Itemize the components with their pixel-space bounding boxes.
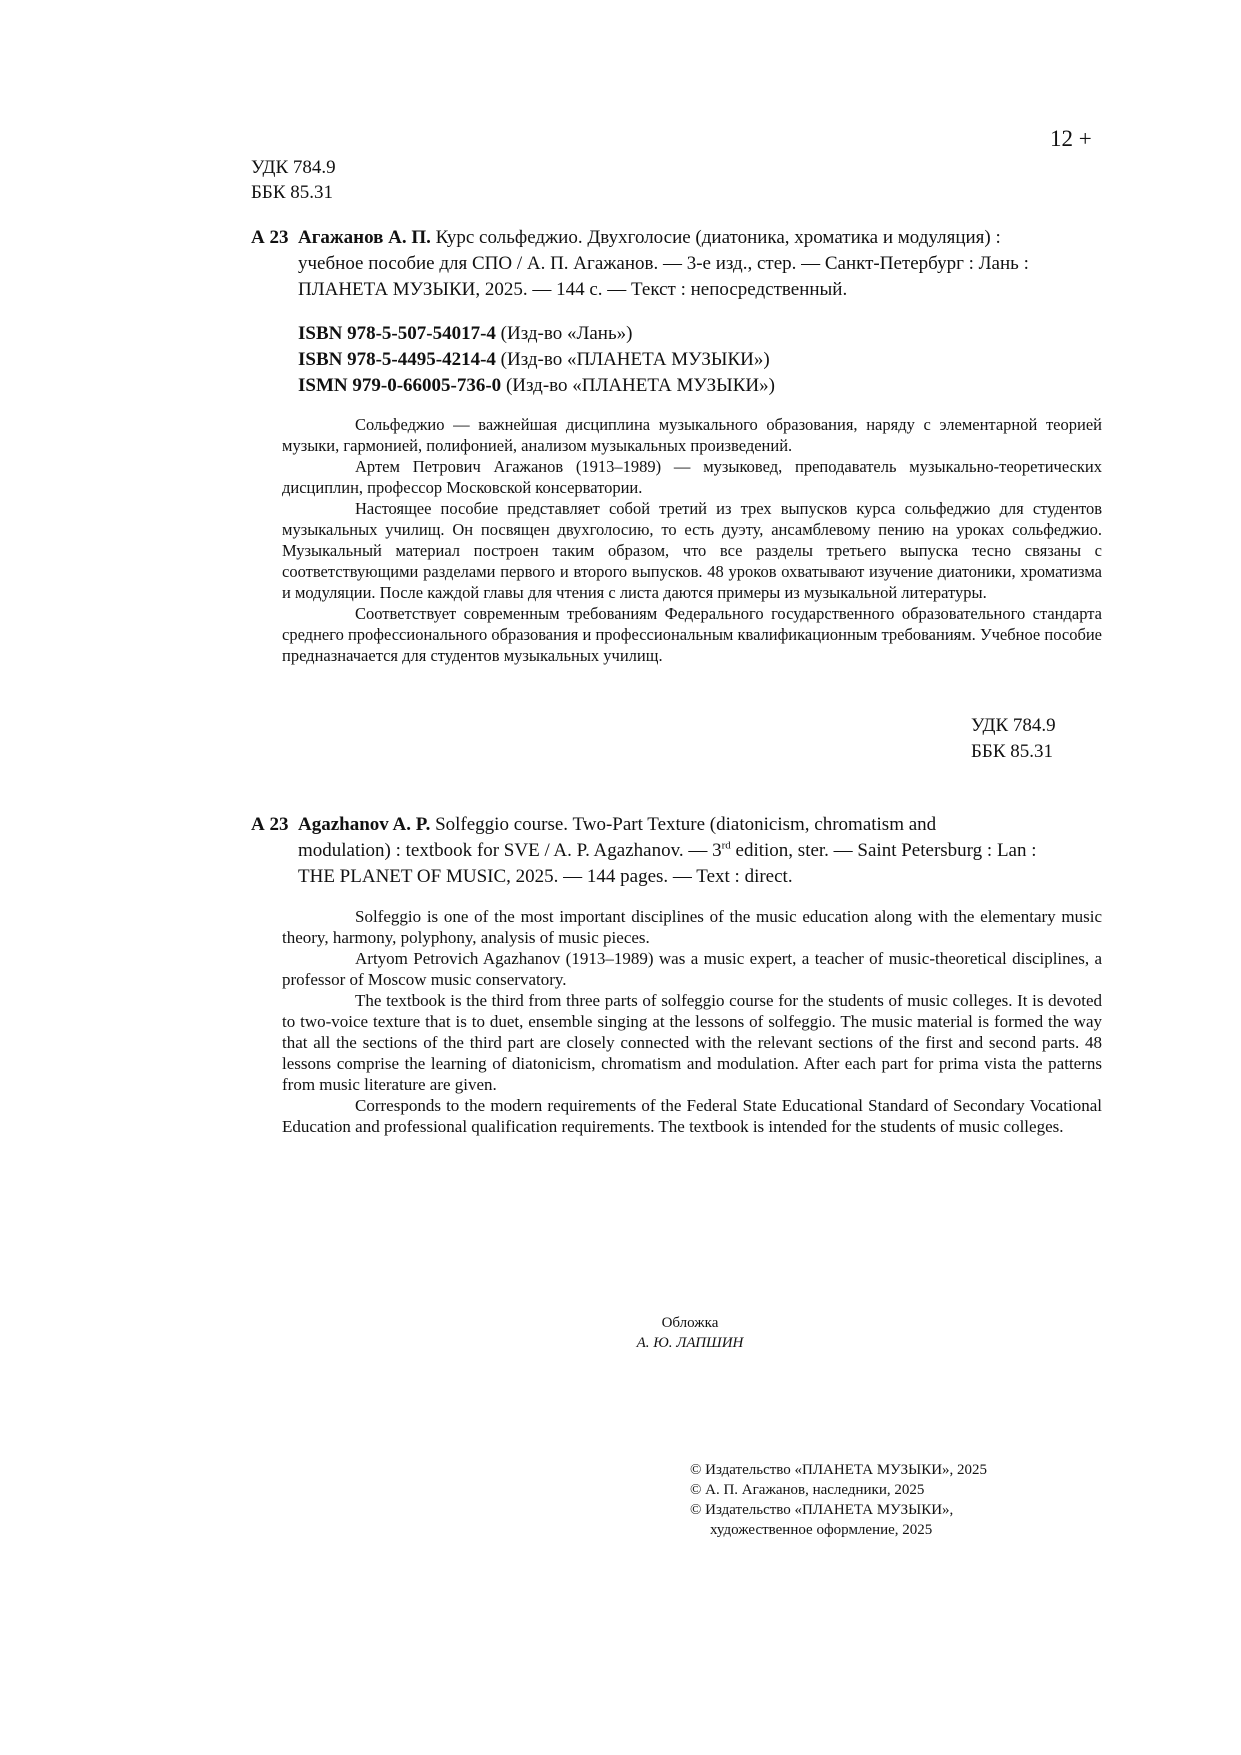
copyright-block bbox=[690, 1460, 987, 1540]
entry-line-2: учебное пособие для СПО / А. П. Агажанов. — 3-е изд., стер. — Санкт-Петербург : Лань : bbox=[298, 253, 1029, 274]
book-title: Курс сольфеджио. Двухголосие (диатоника, хроматика и модуляция) : bbox=[435, 227, 1001, 248]
entry-line-2: modulation) : textbook for SVE / A. P. Agazhanov. — 3rd edition, ster. — Saint Petersburg : Lan : bbox=[298, 839, 1037, 861]
isbn-list bbox=[298, 321, 775, 399]
cover-designer: А. Ю. ЛАПШИН bbox=[636, 1335, 744, 1351]
cover-label: Обложка bbox=[661, 1315, 719, 1331]
abstract-paragraph: Solfeggio is one of the most important disciplines of the music education along with the elementary music theory, harmony, polyphony, analysis of music pieces. bbox=[282, 907, 1102, 947]
abstract-paragraph: The textbook is the third from three parts of solfeggio course for the students of music colleges. It is devoted to two-voice texture that is to duet, ensemble singing at the lessons of solfeggio. The music material is formed the way that all the sections of the third part are closely connected with the relevant sections of the first and second parts. 48 lessons comprise the learning of diatonicism, chromatism and modulation. After each part for prima vista the patterns from music literature are given. bbox=[282, 991, 1102, 1094]
abstract-paragraph: Артем Петрович Агажанов (1913–1989) — музыковед, преподаватель музыкально-теоретических дисциплин, профессор Московской консерватории. bbox=[282, 457, 1102, 497]
entry-line-3: ПЛАНЕТА МУЗЫКИ, 2025. — 144 с. — Текст : непосредственный. bbox=[298, 279, 848, 300]
udk-code: УДК 784.9 bbox=[971, 715, 1056, 736]
copyright-line: © А. П. Агажанов, наследники, 2025 bbox=[690, 1482, 925, 1498]
isbn-publisher: (Изд-во «Лань») bbox=[500, 323, 633, 344]
abstract-paragraph: Corresponds to the modern requirements of the Federal State Educational Standard of Secondary Vocational Education and professional qualification requirements. The textbook is intended for the students of music colleges. bbox=[282, 1096, 1102, 1136]
isbn-code: ISBN 978-5-4495-4214-4 bbox=[298, 349, 496, 370]
abstract-paragraph: Соответствует современным требованиям Федерального государственного образовательного стандарта среднего профессионального образования и профессиональным квалификационным требованиям. Учебное пособие предназначается для студентов музыкальных училищ. bbox=[282, 604, 1102, 665]
isbn-line bbox=[298, 321, 775, 347]
author-name: Agazhanov A. P. bbox=[298, 814, 431, 835]
entry-line-3: THE PLANET OF MUSIC, 2025. — 144 pages. — Text : direct. bbox=[298, 866, 793, 887]
isbn-line bbox=[298, 347, 775, 373]
isbn-code: ISBN 978-5-507-54017-4 bbox=[298, 323, 496, 344]
author-mark: А 23 bbox=[251, 814, 289, 835]
age-rating: 12 + bbox=[1050, 126, 1092, 151]
abstract-ru bbox=[282, 414, 1102, 666]
ismn-publisher: (Изд-во «ПЛАНЕТА МУЗЫКИ») bbox=[505, 375, 775, 396]
udk-code: УДК 784.9 bbox=[251, 157, 336, 178]
copyright-line: © Издательство «ПЛАНЕТА МУЗЫКИ», 2025 bbox=[690, 1462, 988, 1478]
ismn-line bbox=[298, 373, 775, 399]
cover-credit bbox=[520, 1313, 860, 1353]
bbk-code: ББК 85.31 bbox=[251, 182, 333, 203]
book-title: Solfeggio course. Two-Part Texture (diatonicism, chromatism and bbox=[435, 814, 937, 835]
copyright-line: художественное оформление, 2025 bbox=[710, 1522, 933, 1538]
bibliographic-entry-en bbox=[251, 812, 1101, 890]
abstract-paragraph: Настоящее пособие представляет собой третий из трех выпусков курса сольфеджио для студентов музыкальных училищ. Он посвящен двухголосию, то есть дуэту, ансамблевому пению на уроках сольфеджио. Музыкальный материал построен таким образом, что все разделы третьего выпуска тесно связаны с соответствующими разделами первого и второго выпусков. 48 уроков охватывают изучение диатоники, хроматизма и модуляции. После каждой главы для чтения с листа даются примеры из музыкальной литературы. bbox=[282, 499, 1102, 602]
ismn-code: ISMN 979-0-66005-736-0 bbox=[298, 375, 502, 396]
abstract-paragraph: Сольфеджио — важнейшая дисциплина музыкального образования, наряду с элементарной теорией музыки, гармонией, полифонией, анализом музыкальных произведений. bbox=[282, 415, 1102, 455]
bbk-code: ББК 85.31 bbox=[971, 741, 1053, 762]
copyright-line: © Издательство «ПЛАНЕТА МУЗЫКИ», bbox=[690, 1502, 954, 1518]
author-mark: А 23 bbox=[251, 227, 289, 248]
author-name: Агажанов А. П. bbox=[298, 227, 431, 248]
abstract-paragraph: Artyom Petrovich Agazhanov (1913–1989) was a music expert, a teacher of music-theoretical disciplines, a professor of Moscow music conservatory. bbox=[282, 949, 1102, 989]
classification-top bbox=[251, 155, 336, 205]
abstract-en bbox=[282, 906, 1102, 1137]
ordinal-suffix: rd bbox=[721, 839, 731, 852]
isbn-publisher: (Изд-во «ПЛАНЕТА МУЗЫКИ») bbox=[500, 349, 770, 370]
classification-right bbox=[971, 713, 1056, 765]
bibliographic-entry-ru bbox=[251, 225, 1101, 303]
